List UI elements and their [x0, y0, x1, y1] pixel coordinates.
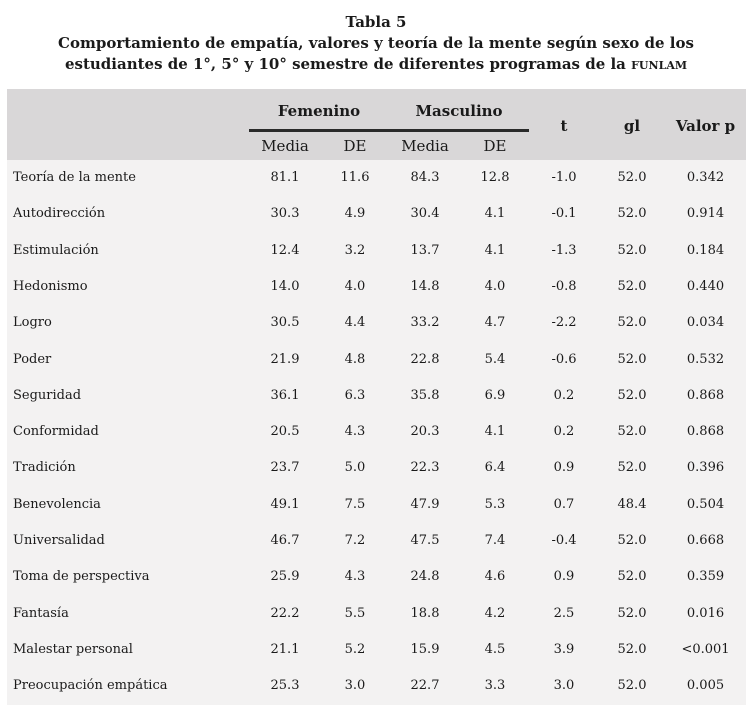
cell-valor-p: 0.532	[686, 351, 725, 367]
cell-media-femenino: 30.5	[270, 315, 300, 331]
cell-gl: 52.0	[617, 278, 647, 294]
cell-media-masculino: 18.8	[410, 605, 440, 621]
col-gl: gl	[623, 117, 641, 135]
cell-valor-p: 0.342	[686, 170, 725, 185]
cell-media-femenino: 23.7	[270, 460, 300, 476]
cell-media-masculino: 47.9	[410, 496, 440, 512]
cell-de-masculino: 4.1	[484, 424, 506, 440]
table-caption	[0, 12, 752, 75]
cell-valor-p: 0.668	[686, 533, 725, 548]
cell-gl: 52.0	[617, 206, 647, 222]
col-media-femenino: Media	[261, 137, 309, 155]
cell-gl: 52.0	[617, 533, 647, 548]
cell-t: -0.1	[551, 206, 577, 222]
cell-media-femenino: 30.3	[270, 206, 300, 222]
col-t: t	[560, 117, 568, 135]
cell-t: -0.6	[551, 351, 577, 367]
cell-media-masculino: 22.3	[410, 460, 440, 476]
group-femenino: Femenino	[277, 102, 361, 120]
cell-media-masculino: 84.3	[410, 170, 440, 185]
cell-gl: 52.0	[617, 387, 647, 403]
row-label: Estimulación	[13, 242, 99, 258]
table-row	[7, 559, 746, 595]
table-row	[7, 632, 746, 668]
cell-gl: 52.0	[617, 351, 647, 367]
cell-media-masculino: 14.8	[410, 278, 440, 294]
cell-valor-p: 0.359	[686, 569, 725, 585]
cell-de-masculino: 6.4	[484, 460, 506, 476]
cell-de-femenino: 4.3	[344, 569, 366, 585]
cell-media-femenino: 25.3	[270, 678, 300, 694]
cell-gl: 52.0	[617, 170, 647, 185]
table-body	[7, 160, 746, 705]
table-row	[7, 342, 746, 378]
cell-de-femenino: 3.0	[344, 678, 366, 694]
col-de-masculino: DE	[483, 137, 507, 155]
cell-valor-p: 0.504	[686, 496, 725, 512]
cell-t: 0.7	[553, 496, 575, 512]
row-label: Seguridad	[13, 387, 82, 403]
cell-t: 3.9	[553, 641, 575, 657]
cell-media-masculino: 47.5	[410, 533, 440, 548]
table-row	[7, 450, 746, 486]
row-label: Toma de perspectiva	[13, 569, 150, 585]
cell-t: 0.9	[553, 460, 575, 476]
row-label: Poder	[13, 351, 52, 367]
table-header	[7, 89, 746, 160]
cell-media-femenino: 14.0	[270, 278, 300, 294]
group-masculino: Masculino	[415, 102, 503, 120]
row-label: Teoría de la mente	[13, 170, 136, 185]
cell-de-femenino: 4.9	[344, 206, 366, 222]
table-row	[7, 668, 746, 704]
table-row	[7, 233, 746, 269]
table-row	[7, 269, 746, 305]
row-label: Universalidad	[13, 533, 105, 548]
cell-de-femenino: 4.8	[344, 351, 366, 367]
cell-media-femenino: 81.1	[270, 170, 300, 185]
cell-media-masculino: 33.2	[410, 315, 440, 331]
cell-t: 0.9	[553, 569, 575, 585]
cell-valor-p: 0.034	[686, 315, 725, 331]
cell-media-femenino: 12.4	[270, 242, 300, 258]
cell-valor-p: 0.914	[686, 206, 725, 222]
cell-de-masculino: 6.9	[484, 387, 506, 403]
cell-t: -1.0	[551, 170, 577, 185]
table-row	[7, 305, 746, 341]
table-row	[7, 523, 746, 559]
cell-media-femenino: 25.9	[270, 569, 300, 585]
cell-de-masculino: 4.7	[484, 315, 506, 331]
cell-de-masculino: 4.0	[484, 278, 506, 294]
row-label: Tradición	[13, 460, 76, 476]
col-de-femenino: DE	[343, 137, 367, 155]
col-media-masculino: Media	[401, 137, 449, 155]
cell-media-femenino: 21.1	[270, 641, 300, 657]
cell-media-femenino: 49.1	[270, 496, 300, 512]
row-label: Fantasía	[13, 605, 69, 621]
cell-de-masculino: 4.1	[484, 242, 506, 258]
cell-de-femenino: 4.0	[344, 278, 366, 294]
cell-de-femenino: 5.5	[344, 605, 366, 621]
cell-de-femenino: 5.2	[344, 641, 366, 657]
cell-de-masculino: 4.5	[484, 641, 506, 657]
table-row	[7, 414, 746, 450]
cell-gl: 52.0	[617, 242, 647, 258]
cell-valor-p: 0.396	[686, 460, 725, 476]
cell-valor-p: 0.184	[686, 242, 725, 258]
row-label: Conformidad	[13, 424, 99, 440]
table-row	[7, 487, 746, 523]
cell-media-femenino: 21.9	[270, 351, 300, 367]
row-label: Benevolencia	[13, 496, 101, 512]
cell-valor-p: 0.016	[686, 605, 725, 621]
cell-de-masculino: 3.3	[484, 678, 506, 694]
cell-t: 0.2	[553, 387, 575, 403]
cell-media-femenino: 20.5	[270, 424, 300, 440]
cell-valor-p: 0.868	[686, 424, 725, 440]
row-label: Malestar personal	[13, 641, 133, 657]
caption-line-1: Comportamiento de empatía, valores y teoría de la mente según sexo de los	[58, 34, 694, 52]
cell-valor-p: 0.005	[686, 678, 725, 694]
cell-de-masculino: 4.2	[484, 605, 506, 621]
cell-t: 0.2	[553, 424, 575, 440]
caption-line-2-main: estudiantes de 1°, 5° y 10° semestre de diferentes programas de la	[64, 55, 626, 73]
cell-de-masculino: 4.1	[484, 206, 506, 222]
cell-de-masculino: 7.4	[484, 533, 506, 548]
table-row	[7, 196, 746, 232]
cell-de-masculino: 4.6	[484, 569, 506, 585]
table-number: Tabla 5	[345, 13, 407, 31]
group-rule	[249, 129, 529, 132]
cell-valor-p: 0.868	[686, 387, 725, 403]
cell-media-masculino: 15.9	[410, 641, 440, 657]
row-label: Hedonismo	[13, 278, 88, 294]
cell-valor-p: 0.440	[686, 278, 725, 294]
cell-de-femenino: 4.4	[344, 315, 366, 331]
cell-de-femenino: 7.2	[344, 533, 366, 548]
cell-media-masculino: 22.7	[410, 678, 440, 694]
cell-de-femenino: 3.2	[344, 242, 366, 258]
cell-media-femenino: 36.1	[270, 387, 300, 403]
row-label: Autodirección	[13, 206, 106, 222]
cell-de-femenino: 6.3	[344, 387, 366, 403]
cell-t: -0.8	[551, 278, 577, 294]
cell-gl: 52.0	[617, 605, 647, 621]
cell-t: -0.4	[551, 533, 577, 548]
row-label: Logro	[13, 315, 52, 331]
cell-media-femenino: 46.7	[270, 533, 300, 548]
cell-gl: 52.0	[617, 641, 647, 657]
cell-t: -1.3	[551, 242, 577, 258]
cell-media-masculino: 30.4	[410, 206, 440, 222]
row-label: Preocupación empática	[13, 678, 168, 694]
cell-t: 2.5	[553, 605, 575, 621]
cell-gl: 52.0	[617, 315, 647, 331]
cell-de-femenino: 5.0	[344, 460, 366, 476]
cell-gl: 48.4	[617, 496, 647, 512]
cell-valor-p: <0.001	[681, 641, 730, 657]
cell-media-masculino: 24.8	[410, 569, 440, 585]
cell-de-masculino: 12.8	[480, 170, 510, 185]
cell-gl: 52.0	[617, 424, 647, 440]
cell-de-masculino: 5.3	[484, 496, 506, 512]
cell-de-masculino: 5.4	[484, 351, 506, 367]
cell-de-femenino: 4.3	[344, 424, 366, 440]
col-valor-p: Valor p	[675, 117, 736, 135]
cell-media-masculino: 22.8	[410, 351, 440, 367]
cell-media-masculino: 13.7	[410, 242, 440, 258]
caption-line-2	[0, 54, 752, 75]
cell-media-masculino: 35.8	[410, 387, 440, 403]
cell-de-femenino: 11.6	[340, 170, 370, 185]
cell-media-masculino: 20.3	[410, 424, 440, 440]
cell-t: -2.2	[551, 315, 577, 331]
table-row	[7, 378, 746, 414]
caption-institution: funlam	[631, 55, 688, 73]
data-table	[7, 89, 746, 705]
cell-media-femenino: 22.2	[270, 605, 300, 621]
cell-de-femenino: 7.5	[344, 496, 366, 512]
cell-gl: 52.0	[617, 678, 647, 694]
cell-t: 3.0	[553, 678, 575, 694]
cell-gl: 52.0	[617, 569, 647, 585]
table-row	[7, 160, 746, 196]
cell-gl: 52.0	[617, 460, 647, 476]
table-row	[7, 596, 746, 632]
